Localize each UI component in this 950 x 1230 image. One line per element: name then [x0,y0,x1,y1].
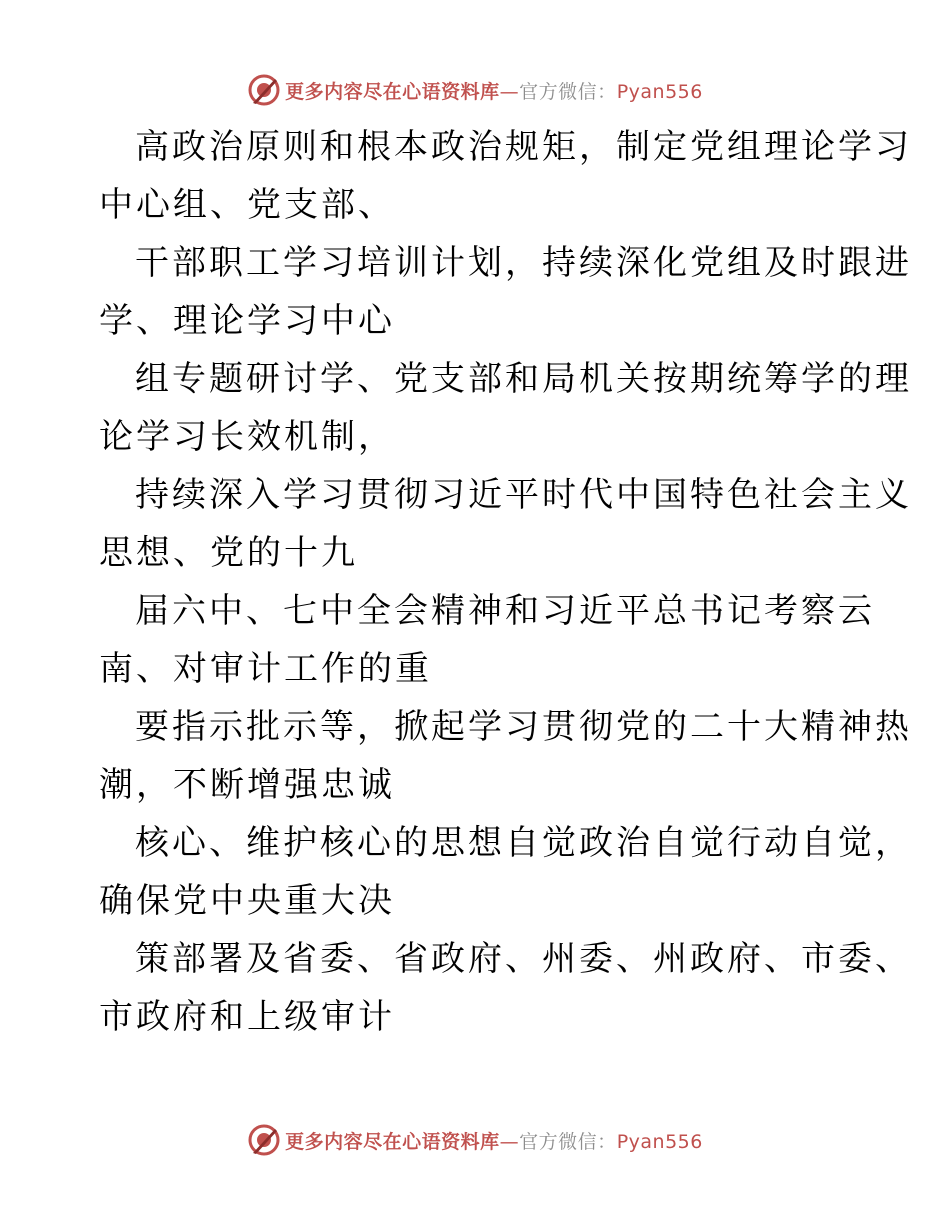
text-line: 学、理论学习中心 [99,301,395,341]
text-line: 思想、党的十九 [99,533,358,573]
watermark-brand: 更多内容尽在心语资料库 [285,1130,500,1153]
quill-circle-logo-icon [247,73,281,107]
watermark-brand: 更多内容尽在心语资料库 [285,80,500,103]
document-body [99,118,912,1046]
text-line: 核心、维护核心的思想自觉政治自觉行动自觉， [135,823,912,863]
text-line: 市政府和上级审计 [99,997,395,1037]
text-line: 持续深入学习贯彻习近平时代中国特色社会主义 [135,475,912,515]
text-line: 干部职工学习培训计划，持续深化党组及时跟进 [135,243,912,283]
header-watermark [0,70,950,110]
text-line: 确保党中央重大决 [99,881,395,921]
watermark-id: Pyan556 [616,1130,703,1153]
text-line: 论学习长效机制， [99,417,395,457]
quill-circle-logo-icon [247,1123,281,1157]
text-line: 中心组、党支部、 [99,185,395,225]
text-line: 要指示批示等，掀起学习贯彻党的二十大精神热 [135,707,912,747]
watermark-id: Pyan556 [616,80,703,103]
watermark-separator: — [499,80,520,103]
watermark-separator: — [499,1130,520,1153]
watermark-label: 官方微信： [519,1130,617,1153]
text-line: 届六中、七中全会精神和习近平总书记考察云 [135,591,875,631]
footer-watermark [0,1120,950,1160]
text-line: 潮，不断增强忠诚 [99,765,395,805]
watermark-label: 官方微信： [519,80,617,103]
text-line: 策部署及省委、省政府、州委、州政府、市委、 [135,939,912,979]
text-line: 南、对审计工作的重 [99,649,432,689]
text-line: 组专题研讨学、党支部和局机关按期统筹学的理 [135,359,912,399]
text-line: 高政治原则和根本政治规矩，制定党组理论学习 [135,127,912,167]
